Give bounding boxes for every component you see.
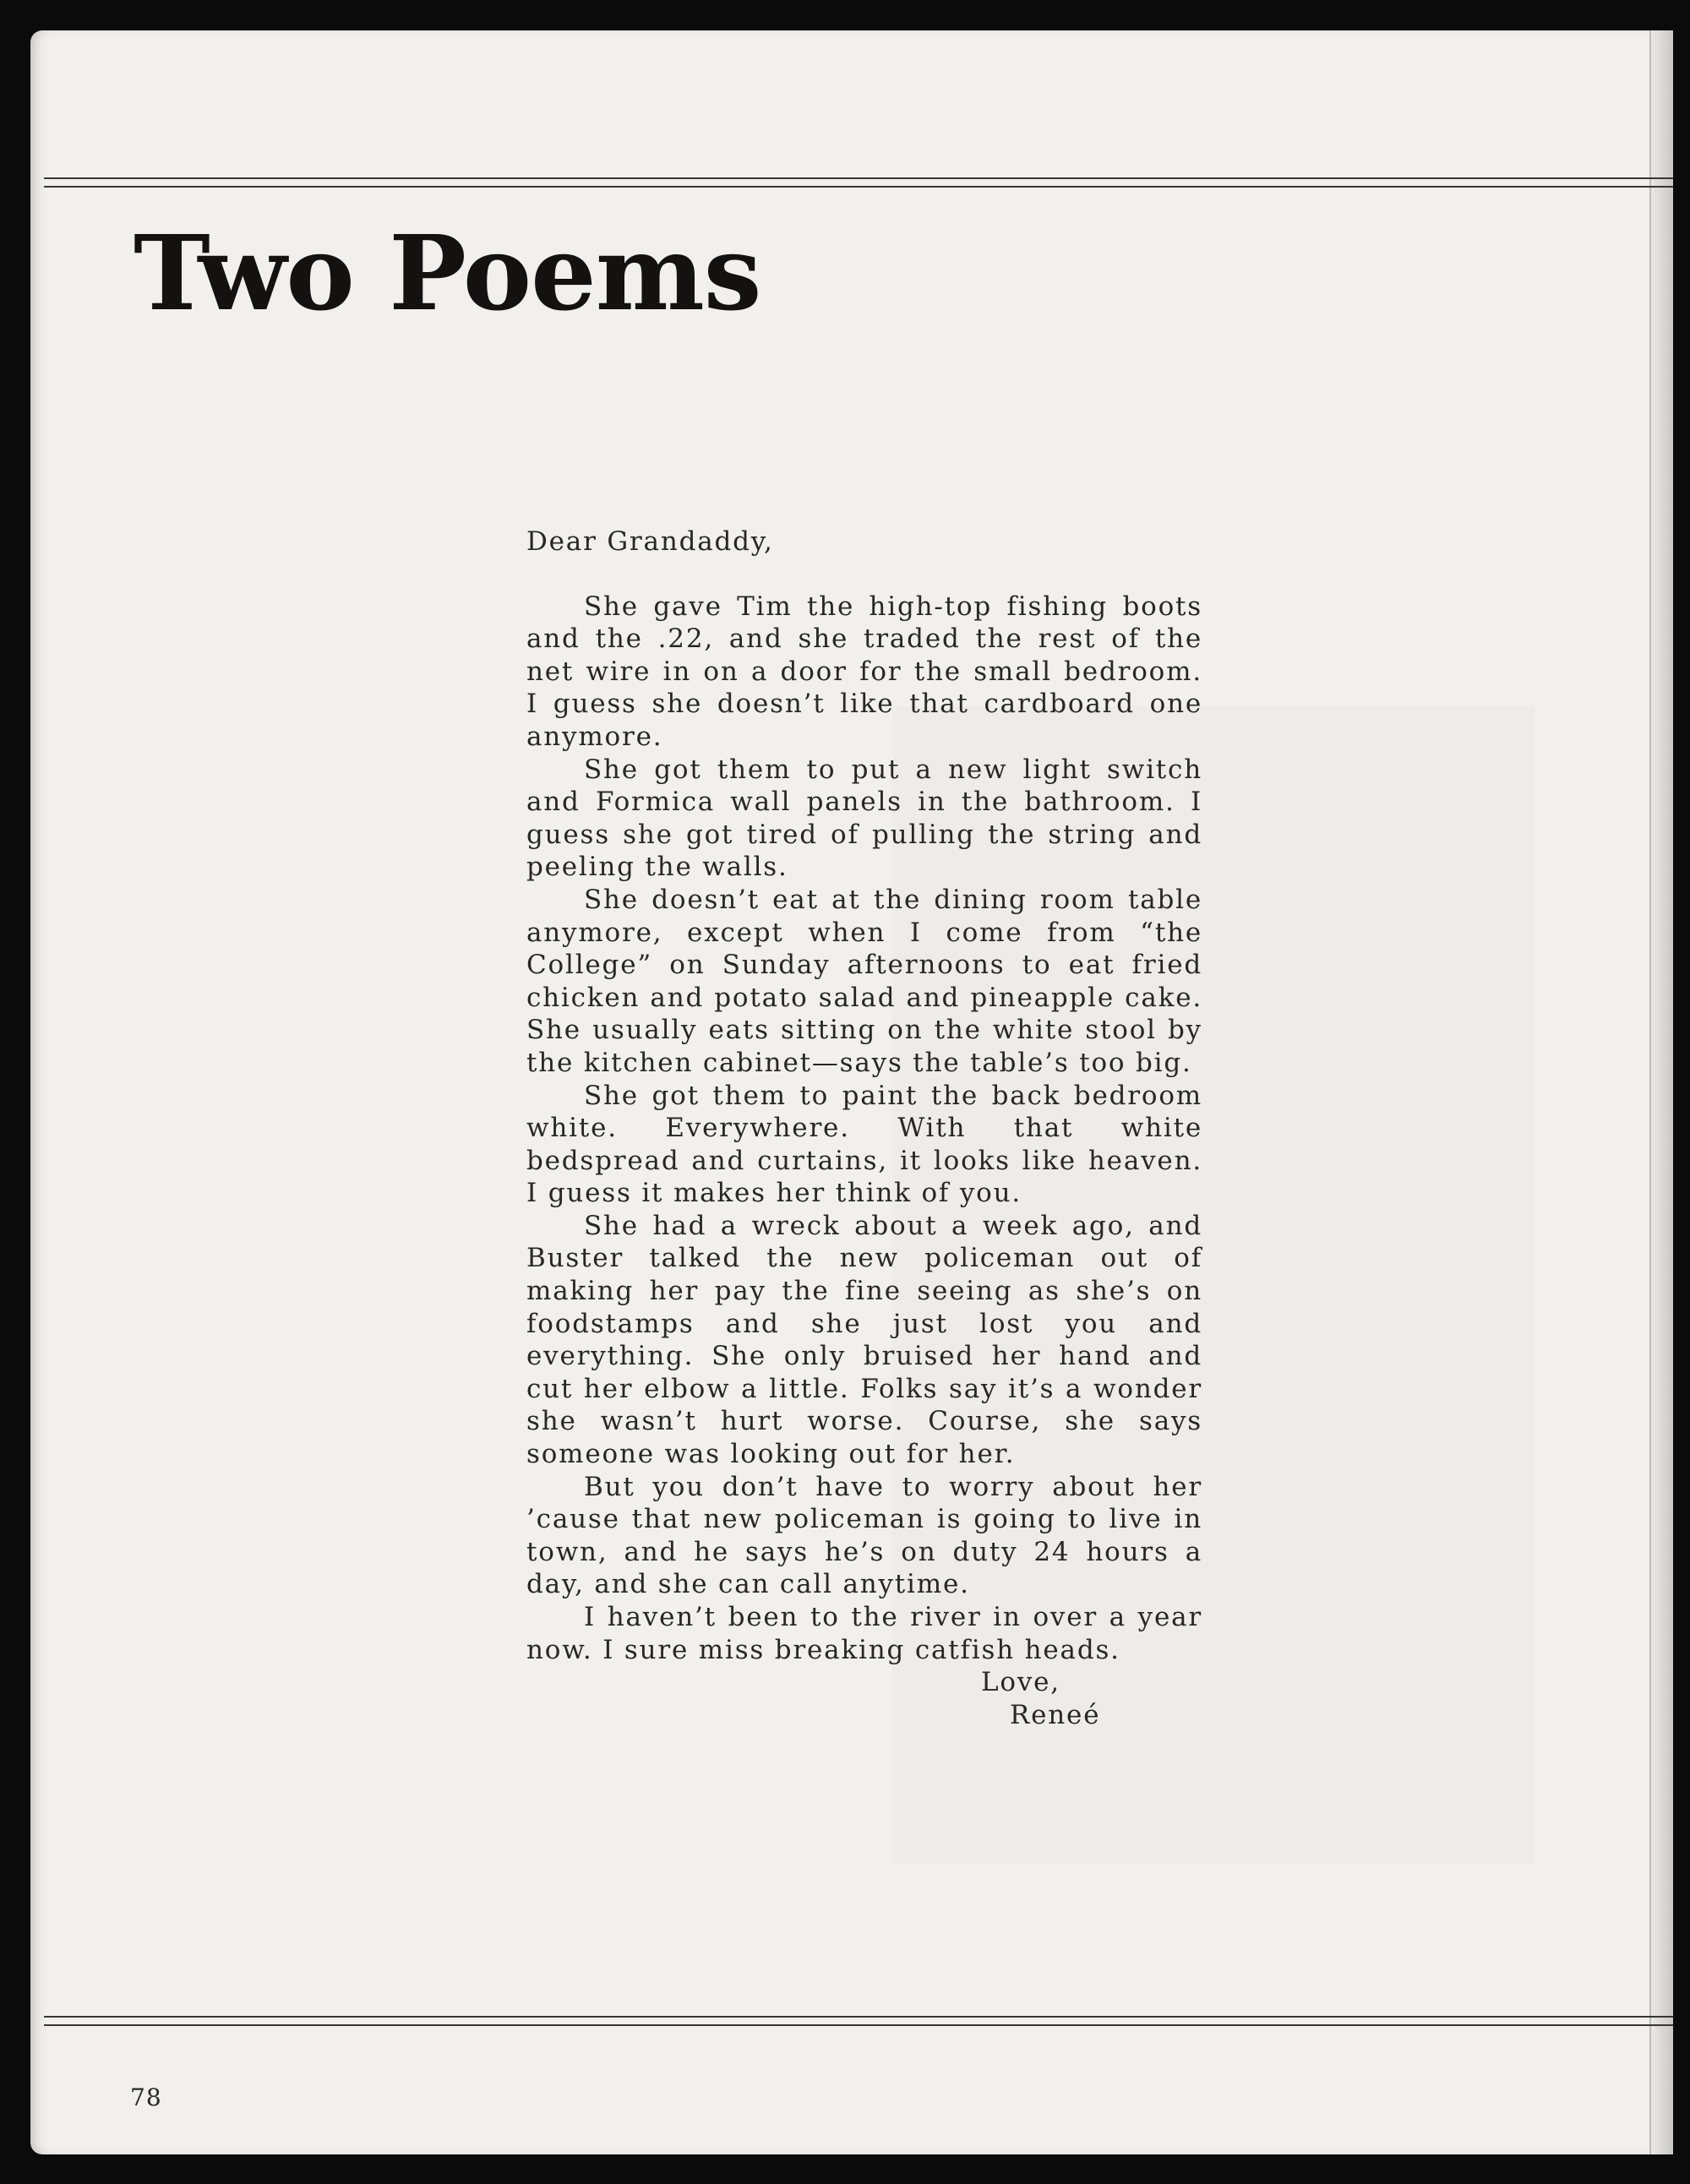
top-rule-lower — [44, 186, 1673, 188]
letter-salutation: Dear Grandaddy, — [526, 526, 774, 557]
letter-paragraph: But you don’t have to worry about her ’cause that new policeman is going to live in town, and he says he’s on duty 24 hours a day, and she can call anytime. — [526, 1471, 1202, 1600]
page-edge — [1649, 30, 1673, 2154]
bottom-rule-upper — [44, 2016, 1673, 2018]
letter-paragraph: She got them to put a new light switch and Formica wall panels in the bathroom. I guess she got tired of pulling the string and peeling the walls. — [526, 754, 1202, 883]
letter-signature: Reneé — [1010, 1699, 1101, 1730]
letter-paragraph: She got them to paint the back bedroom white. Everywhere. With that white bedspread and curtains, it looks like heaven. I guess it makes her think of you. — [526, 1080, 1202, 1209]
magazine-page — [30, 30, 1673, 2154]
page-title: Two Poems — [134, 212, 761, 334]
page-number: 78 — [130, 2083, 162, 2111]
letter-body — [526, 526, 1202, 1731]
letter-paragraph: She doesn’t eat at the dining room table anymore, except when I come from “the College” on Sunday afternoons to eat fried chicken and potato salad and pineapple cake. She usually eats sitting on the white stool by the kitchen cabinet—says the table’s too big. — [526, 884, 1202, 1078]
letter-paragraph: She gave Tim the high-top fishing boots and the .22, and she traded the rest of the net wire in on a door for the small bedroom. I guess she doesn’t like that cardboard one anymore. — [526, 591, 1202, 752]
letter-paragraph: She had a wreck about a week ago, and Buster talked the new policeman out of making her pay the fine seeing as she’s on foodstamps and she just lost you and everything. She only bruised her hand and cut her elbow a little. Folks say it’s a wonder she wasn’t hurt worse. Course, she says someone was looking out for her. — [526, 1210, 1202, 1470]
bottom-rule-lower — [44, 2024, 1673, 2026]
top-rule-upper — [44, 177, 1673, 179]
letter-paragraph: I haven’t been to the river in over a year now. I sure miss breaking catfish heads. — [526, 1602, 1202, 1665]
letter-closing: Love, — [981, 1667, 1060, 1698]
